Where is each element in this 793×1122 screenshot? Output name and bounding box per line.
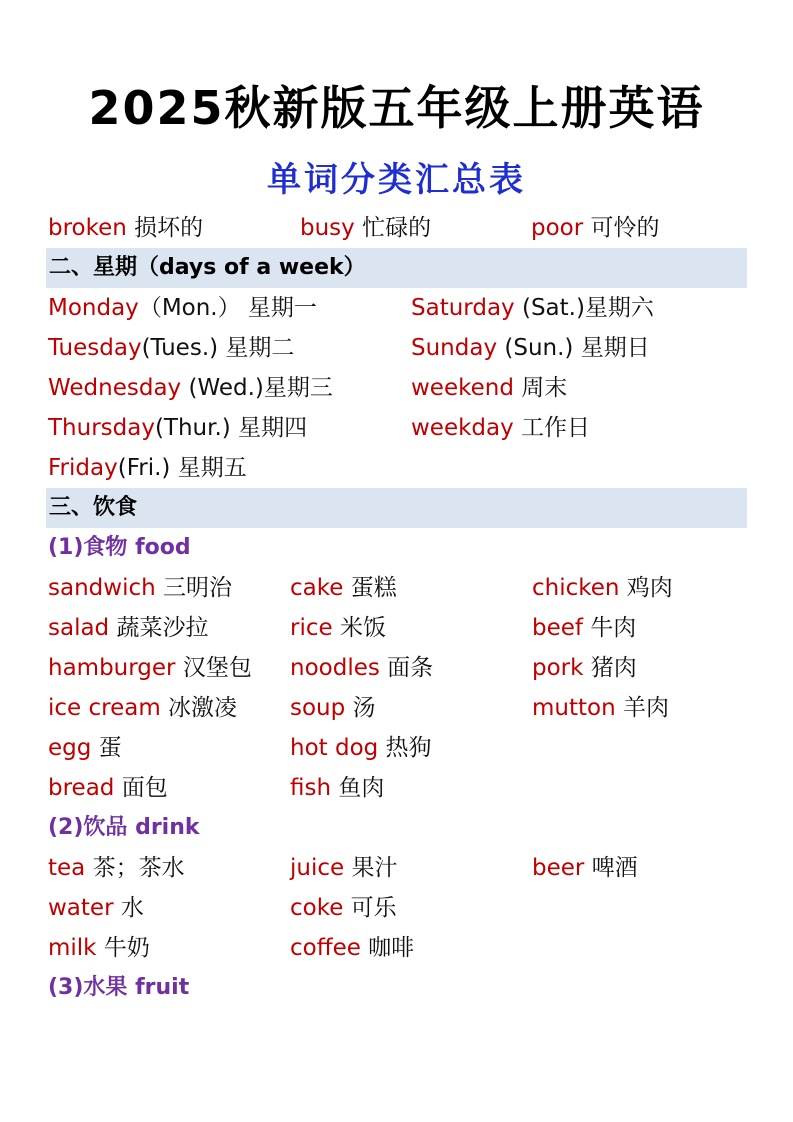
word-english: beer xyxy=(532,855,585,881)
word-english: hot dog xyxy=(290,735,379,761)
word-chinese: 鱼肉 xyxy=(331,775,385,801)
word-entry xyxy=(48,608,208,648)
word-entry xyxy=(48,368,333,408)
word-entry xyxy=(48,448,247,488)
word-chinese: (Fri.) 星期五 xyxy=(117,455,247,481)
word-chinese: (Wed.)星期三 xyxy=(181,375,333,401)
page-title: 2025秋新版五年级上册英语 xyxy=(88,81,705,135)
word-chinese: 可怜的 xyxy=(583,215,660,241)
word-chinese: 面包 xyxy=(114,775,168,801)
word-chinese: 牛肉 xyxy=(583,615,637,641)
word-chinese: 鸡肉 xyxy=(619,575,673,601)
word-entry xyxy=(48,688,237,728)
word-entry xyxy=(48,768,168,808)
word-entry xyxy=(290,888,397,928)
word-entry xyxy=(411,288,654,328)
word-english: Monday xyxy=(48,295,139,321)
word-entry xyxy=(48,888,144,928)
word-chinese: 汉堡包 xyxy=(175,655,252,681)
word-chinese: 汤 xyxy=(345,695,376,721)
word-entry xyxy=(290,728,432,768)
word-chinese: 冰激凌 xyxy=(160,695,238,721)
word-english: cake xyxy=(290,575,344,601)
word-chinese: 咖啡 xyxy=(360,935,415,961)
word-chinese: 热狗 xyxy=(378,735,432,761)
word-english: beef xyxy=(532,615,583,641)
word-chinese: 猪肉 xyxy=(583,655,637,681)
word-english: soup xyxy=(290,695,346,721)
word-english: Friday xyxy=(48,455,118,481)
word-chinese: (Sun.) 星期日 xyxy=(497,335,650,361)
word-chinese: 三明治 xyxy=(155,575,232,601)
word-english: water xyxy=(48,895,114,921)
word-entry xyxy=(290,928,414,968)
word-english: weekend xyxy=(411,375,514,401)
word-chinese: 果汁 xyxy=(344,855,398,881)
word-english: salad xyxy=(48,615,110,641)
word-chinese: 蛋 xyxy=(91,735,122,761)
word-english: tea xyxy=(48,855,86,881)
word-english: Saturday xyxy=(411,295,515,321)
section-heading-food-drink: 三、饮食 xyxy=(46,488,747,528)
word-english: Wednesday xyxy=(48,375,182,401)
subsection-label-food: (1)食物 food xyxy=(48,535,191,560)
subsection-label-drink: (2)饮品 drink xyxy=(48,815,200,840)
word-english: sandwich xyxy=(48,575,156,601)
word-entry xyxy=(48,408,307,448)
word-chinese: 米饭 xyxy=(332,615,386,641)
word-chinese: 忙碌的 xyxy=(354,215,432,241)
word-chinese: 蔬菜沙拉 xyxy=(109,615,209,641)
word-chinese: 茶；茶水 xyxy=(85,855,185,881)
word-chinese: (Tues.) 星期二 xyxy=(141,335,295,361)
word-chinese: 牛奶 xyxy=(96,935,150,961)
word-chinese: 羊肉 xyxy=(615,695,669,721)
word-entry xyxy=(290,648,433,688)
word-english: milk xyxy=(48,935,97,961)
word-chinese: （Mon.） 星期一 xyxy=(138,295,317,321)
word-entry xyxy=(532,648,637,688)
word-english: Thursday xyxy=(48,415,155,441)
word-entry xyxy=(290,768,384,808)
word-chinese: 工作日 xyxy=(513,415,591,441)
word-entry xyxy=(48,328,294,368)
word-entry xyxy=(531,208,660,248)
word-chinese: 蛋糕 xyxy=(343,575,397,601)
word-entry xyxy=(411,328,650,368)
word-english: chicken xyxy=(532,575,620,601)
word-entry xyxy=(48,728,122,768)
word-english: egg xyxy=(48,735,92,761)
word-english: noodles xyxy=(290,655,380,681)
word-entry xyxy=(290,688,376,728)
word-entry xyxy=(290,608,386,648)
word-entry xyxy=(48,568,232,608)
word-entry xyxy=(48,928,150,968)
word-chinese: 水 xyxy=(113,895,144,921)
word-english: Sunday xyxy=(411,335,498,361)
word-entry xyxy=(48,288,317,328)
word-english: hamburger xyxy=(48,655,176,681)
word-english: pork xyxy=(532,655,584,681)
word-english: Tuesday xyxy=(48,335,142,361)
section-heading-weekdays: 二、星期（days of a week） xyxy=(46,248,747,288)
word-entry xyxy=(532,688,669,728)
subsection-label-fruit: (3)水果 fruit xyxy=(48,975,190,1000)
word-entry xyxy=(411,408,590,448)
word-english: busy xyxy=(300,215,355,241)
word-english: mutton xyxy=(532,695,616,721)
word-entry xyxy=(532,848,638,888)
word-english: rice xyxy=(290,615,333,641)
word-english: coke xyxy=(290,895,344,921)
word-entry xyxy=(532,608,636,648)
word-chinese: (Sat.)星期六 xyxy=(514,295,654,321)
word-entry xyxy=(48,848,185,888)
word-entry xyxy=(48,648,252,688)
word-entry xyxy=(48,208,203,248)
word-entry xyxy=(290,568,397,608)
word-chinese: 可乐 xyxy=(343,895,397,921)
word-entry xyxy=(290,848,397,888)
word-english: bread xyxy=(48,775,115,801)
word-english: juice xyxy=(290,855,345,881)
word-chinese: 损坏的 xyxy=(126,215,204,241)
word-entry xyxy=(532,568,673,608)
word-english: poor xyxy=(531,215,584,241)
word-entry xyxy=(300,208,431,248)
word-english: broken xyxy=(48,215,127,241)
word-chinese: 啤酒 xyxy=(584,855,638,881)
word-chinese: (Thur.) 星期四 xyxy=(154,415,308,441)
word-english: ice cream xyxy=(48,695,161,721)
word-english: fish xyxy=(290,775,332,801)
word-chinese: 周末 xyxy=(513,375,568,401)
page-subtitle: 单词分类汇总表 xyxy=(267,160,526,200)
word-english: coffee xyxy=(290,935,361,961)
word-entry xyxy=(411,368,567,408)
word-english: weekday xyxy=(411,415,514,441)
word-chinese: 面条 xyxy=(379,655,434,681)
